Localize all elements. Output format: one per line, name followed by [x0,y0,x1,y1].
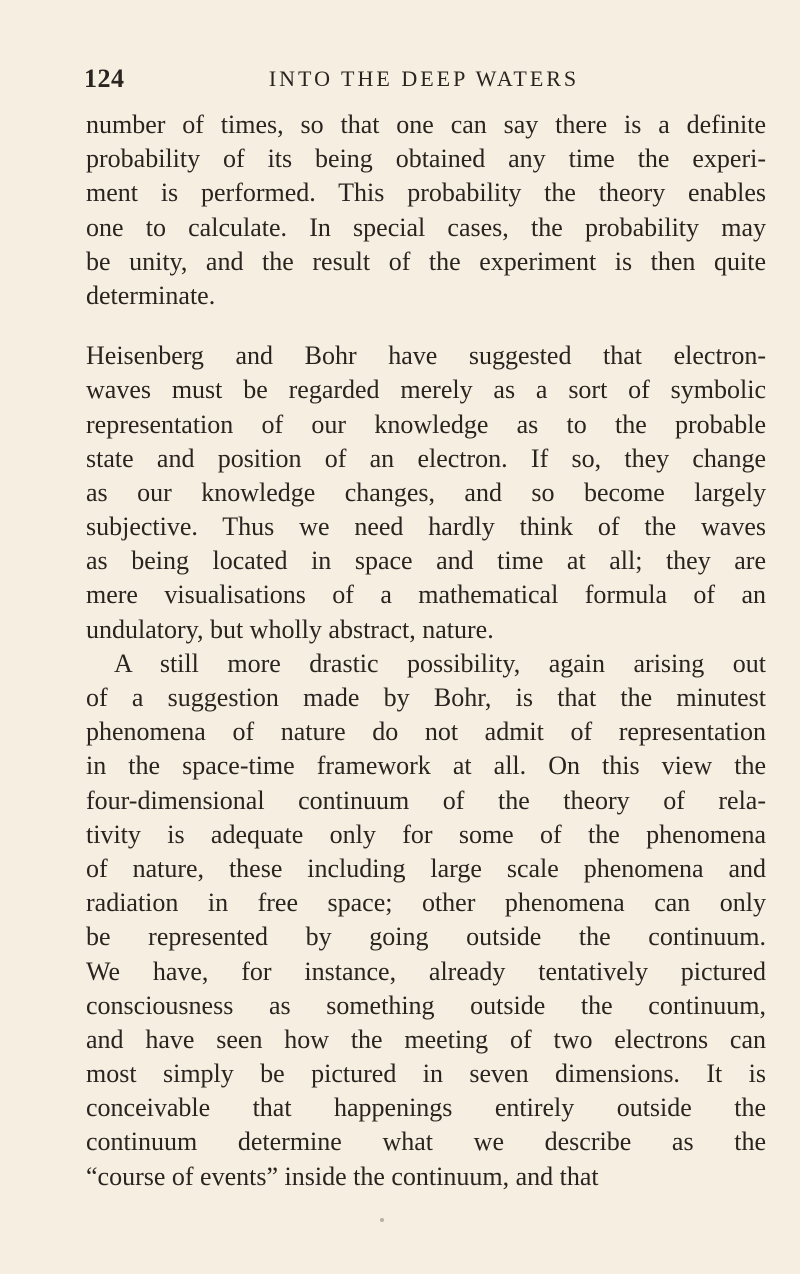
text-line: of nature, these including large scale phenomena and [86,853,766,883]
running-title: INTO THE DEEP WATERS [268,66,580,91]
text-line: of a suggestion made by Bohr, is that the minutest [86,683,766,712]
text-line: Heisenberg and Bohr have suggested that electron- [86,341,766,371]
text-line: determinate. [86,280,216,310]
text-line: as our knowledge changes, and so become largely [86,477,766,507]
text-line: mere visualisations of a mathematical formula of an [86,580,766,610]
paragraph [86,339,766,647]
text-line: be unity, and the result of the experiment is then quite [86,246,766,276]
text-line: one to calculate. In special cases, the probability may [86,212,766,242]
running-head [84,64,764,94]
text-line: be represented by going outside the continuum. [86,922,766,952]
text-line: probability of its being obtained any time the experi- [86,144,766,174]
paragraph [86,647,766,1194]
text-line: in the space-time framework at all. On this view the [86,751,766,781]
text-line: conceivable that happenings entirely outside the [86,1093,766,1123]
page-number: 124 [84,64,125,93]
text-line: state and position of an electron. If so, they change [86,443,766,473]
text-line: number of times, so that one can say there is a definite [86,110,766,139]
text-line: A still more drastic possibility, again arising out [114,648,766,678]
paragraph-gap [86,313,766,339]
text-line: continuum determine what we describe as the [86,1127,766,1157]
text-line: tivity is adequate only for some of the phenomena [86,819,766,849]
text-line: “course of events” inside the continuum, and that [86,1161,599,1191]
text-line: consciousness as something outside the continuum, [86,990,766,1020]
text-line: four-dimensional continuum of the theory of rela- [86,785,766,815]
text-line: phenomena of nature do not admit of representation [86,717,766,747]
body-text [86,108,766,1194]
text-line: ment is performed. This probability the theory enables [86,178,766,208]
text-line: as being located in space and time at all; they are [86,546,766,576]
text-line: radiation in free space; other phenomena can only [86,888,766,918]
text-line: undulatory, but wholly abstract, nature. [86,614,494,644]
paragraph [86,108,766,313]
paper-speck [380,1218,384,1222]
text-line: and have seen how the meeting of two electrons can [86,1024,766,1054]
text-line: waves must be regarded merely as a sort of symbolic [86,375,766,405]
text-line: We have, for instance, already tentatively pictured [86,956,766,986]
text-line: most simply be pictured in seven dimensions. It is [86,1059,766,1089]
text-line: subjective. Thus we need hardly think of the waves [86,512,766,542]
text-line: representation of our knowledge as to the probable [86,409,766,439]
